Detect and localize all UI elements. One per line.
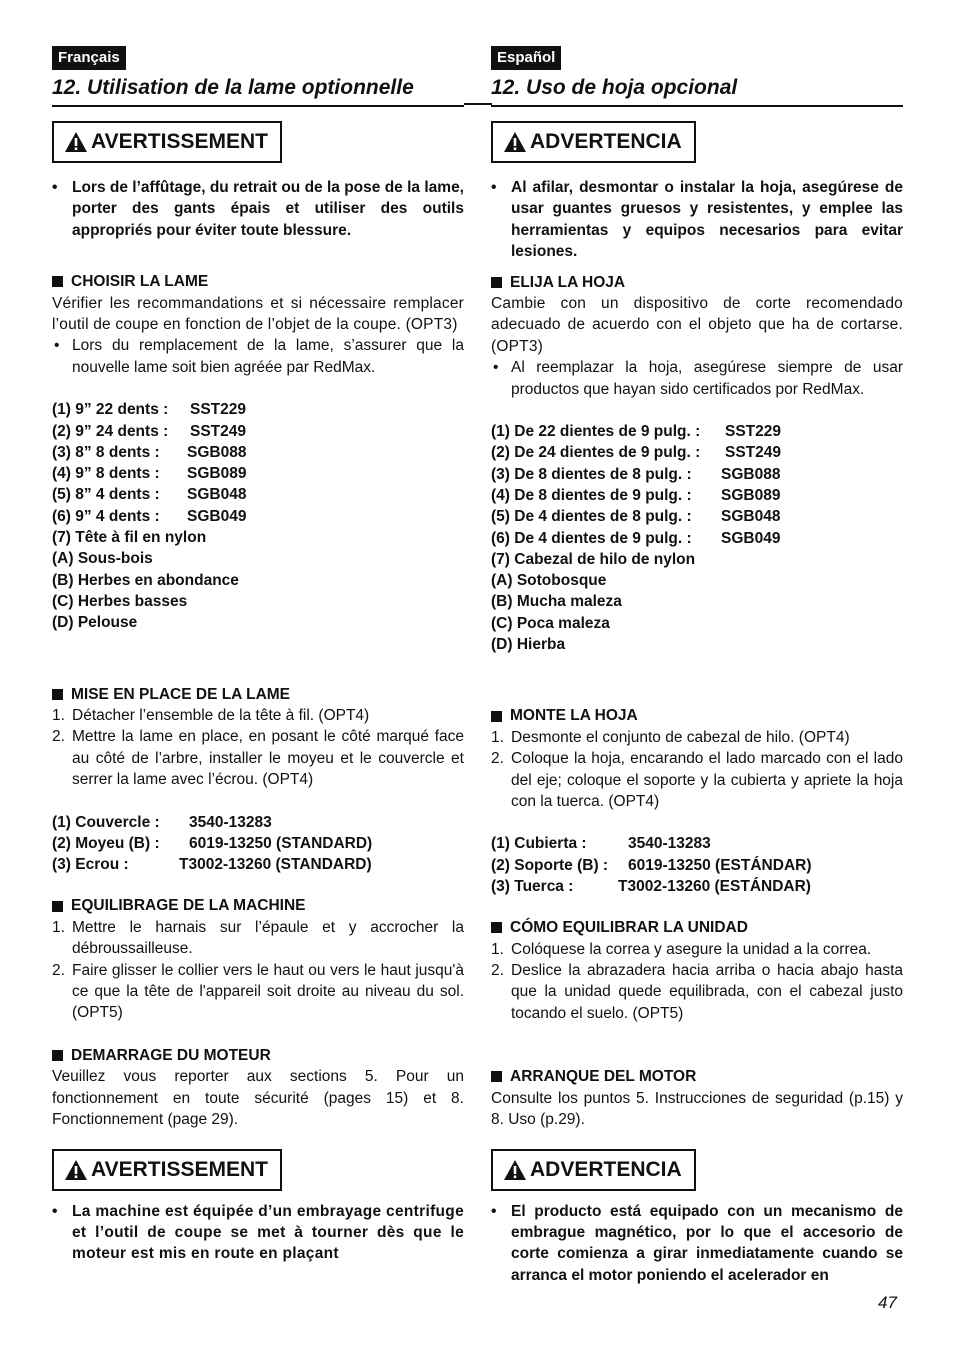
balance-step: 1. Mettre le harnais sur l’épaule et y accrocher la débroussailleuse. [52, 918, 464, 958]
subheading-choose-blade: CHOISIR LA LAME [52, 271, 464, 292]
warning-triangle-icon [503, 1159, 527, 1181]
warning-box-french-2 [52, 1149, 282, 1191]
blade-row: (6) De 4 dientes de 9 pulg. : SGB049 [491, 529, 781, 547]
warning-box-spanish-1 [491, 121, 696, 163]
warning-box-french-1 [52, 121, 282, 163]
mount-steps [491, 727, 903, 813]
warning-text-list [52, 177, 464, 241]
blade-row: (1) 9” 22 dents : SST229 [52, 401, 247, 419]
subheading-balance: CÓMO EQUILIBRAR LA UNIDAD [491, 917, 903, 938]
part-row: (2) Soporte (B) : 6019-13250 (ESTÁNDAR) [491, 856, 812, 874]
blade-row: (7) Cabezal de hilo de nylon [491, 550, 696, 568]
choose-blade-bullet: • Lors du remplacement de la lame, s’assurer que la nouvelle lame soit bien agréée par RedMax. [52, 335, 464, 378]
subheading-mount-blade: MISE EN PLACE DE LA LAME [52, 684, 464, 705]
blade-row: (1) De 22 dientes de 9 pulg. : SST229 [491, 423, 782, 441]
header-rule-join [464, 103, 492, 105]
warning-triangle-icon [503, 131, 527, 153]
choose-blade-bullets [52, 335, 464, 378]
part-row: (3) Ecrou : T3002-13260 (STANDARD) [52, 856, 372, 874]
warning-text-list [52, 1201, 464, 1265]
choose-blade-text: Cambie con un dispositivo de corte recomendado adecuado de acuerdo con el objeto que ha de cortarse. (OPT3) [491, 295, 903, 355]
language-tag-french: Français [52, 46, 126, 70]
section-title-french: 12. Utilisation de la lame optionnelle [52, 76, 464, 107]
blade-row: (7) Tête à fil en nylon [52, 529, 207, 547]
square-bullet-icon [491, 711, 502, 722]
blade-row: (C) Herbes basses [52, 592, 188, 610]
page-number: 47 [878, 1293, 897, 1312]
square-bullet-icon [52, 901, 63, 912]
balance-step: 2. Faire glisser le collier vers le haut ou vers le haut jusqu'à ce que la tête de l'appareil soit droite au niveau du sol. (OPT5) [52, 961, 464, 1022]
mount-step: 1. Desmonte el conjunto de cabezal de hilo. (OPT4) [491, 728, 850, 746]
language-tag-spanish: Español [491, 46, 561, 70]
blade-row: (4) 9” 8 dents : SGB089 [52, 465, 247, 483]
warning-label: ADVERTENCIA [530, 130, 682, 153]
choose-blade-bullets [491, 357, 903, 400]
mount-steps [52, 705, 464, 791]
balance-step: 1. Colóquese la correa y asegure la unidad a la correa. [491, 940, 872, 958]
blade-list-french [52, 399, 464, 633]
warning-text-list [491, 177, 903, 263]
blade-row: (5) De 4 dientes de 8 pulg. : SGB048 [491, 508, 781, 526]
subheading-start-engine: ARRANQUE DEL MOTOR [491, 1066, 903, 1087]
warning-triangle-icon [64, 1159, 88, 1181]
blade-row: (5) 8” 4 dents : SGB048 [52, 486, 247, 504]
mount-step: 2. Mettre la lame en place, en posant le côté marqué face au côté de l’arbre, installer le moyeu et le couvercle et serrer la lame avec l’écrou. (OPT4) [52, 728, 464, 789]
blade-row: (2) 9” 24 dents : SST249 [52, 422, 247, 440]
start-engine-text: Consulte los puntos 5. Instrucciones de seguridad (p.15) y 8. Uso (p.29). [491, 1089, 903, 1129]
part-row: (1) Cubierta : 3540-13283 [491, 835, 711, 853]
start-engine-text: Veuillez vous reporter aux sections 5. Pour un fonctionnement en toute sécurité (pages 15) et 8. Fonctionnement (page 29). [52, 1068, 464, 1129]
parts-list-french [52, 812, 464, 876]
mount-step: 1. Détacher l’ensemble de la tête à fil. (OPT4) [52, 706, 370, 724]
warning-box-spanish-2 [491, 1149, 696, 1191]
warning-label: AVERTISSEMENT [91, 1157, 268, 1181]
part-row: (1) Couvercle : 3540-13283 [52, 813, 272, 831]
subheading-mount-blade: MONTE LA HOJA [491, 705, 903, 726]
blade-row: (2) De 24 dientes de 9 pulg. : SST249 [491, 444, 782, 462]
warning-text-list [491, 1201, 903, 1287]
blade-row: (D) Hierba [491, 636, 566, 654]
subheading-start-engine: DEMARRAGE DU MOTEUR [52, 1045, 464, 1066]
warning-label: ADVERTENCIA [530, 1157, 682, 1181]
blade-list-spanish [491, 421, 903, 655]
warning-triangle-icon [64, 131, 88, 153]
column-spanish [491, 46, 903, 1286]
mount-step: 2. Coloque la hoja, encarando el lado marcado con el lado del eje; coloque el soporte y la cubierta y apriete la hoja con la tuerca. (OPT4) [491, 750, 903, 810]
blade-row: (A) Sous-bois [52, 550, 153, 568]
warning-text: • Lors de l’affûtage, du retrait ou de la pose de la lame, porter des gants épais et utiliser des outils appropriés pour éviter toute blessure. [52, 177, 464, 241]
choose-blade-bullet: • Al reemplazar la hoja, asegúrese siempre de usar productos que hayan sido certificados por RedMax. [491, 357, 903, 400]
warning-text: • La machine est équipée d’un embrayage centrifuge et l’outil de coupe se met à tourner dès que le moteur est mis en route en plaçant [52, 1201, 464, 1265]
blade-row: (D) Pelouse [52, 614, 138, 632]
blade-row: (3) De 8 dientes de 8 pulg. : SGB088 [491, 465, 781, 483]
blade-row: (3) 8” 8 dents : SGB088 [52, 443, 247, 461]
blade-row: (C) Poca maleza [491, 614, 610, 632]
balance-steps [491, 939, 903, 1025]
square-bullet-icon [52, 276, 63, 287]
square-bullet-icon [52, 689, 63, 700]
square-bullet-icon [52, 1050, 63, 1061]
subheading-balance: EQUILIBRAGE DE LA MACHINE [52, 895, 464, 916]
part-row: (2) Moyeu (B) : 6019-13250 (STANDARD) [52, 834, 373, 852]
balance-steps [52, 917, 464, 1024]
warning-text: • Al afilar, desmontar o instalar la hoja, asegúrese de usar guantes gruesos y resistentes, y emplee las herramientas y equipos necesarios para evitar lesiones. [491, 177, 903, 263]
blade-row: (4) De 8 dientes de 9 pulg. : SGB089 [491, 486, 781, 504]
warning-label: AVERTISSEMENT [91, 130, 268, 153]
square-bullet-icon [491, 922, 502, 933]
blade-row: (A) Sotobosque [491, 572, 607, 590]
choose-blade-text: Vérifier les recommandations et si nécessaire remplacer l’outil de coupe en fonction de l’objet de la coupe. (OPT3) [52, 294, 464, 334]
section-title-spanish: 12. Uso de hoja opcional [491, 76, 903, 107]
warning-text: • El producto está equipado con un mecanismo de embrague magnético, por lo que el accesorio de corte comienza a girar inmediatamente cuando se arranca el motor poniendo el acelerador en [491, 1201, 903, 1287]
part-row: (3) Tuerca : T3002-13260 (ESTÁNDAR) [491, 877, 811, 895]
column-french [52, 46, 464, 1265]
balance-step: 2. Deslice la abrazadera hacia arriba o hacia abajo hasta que la unidad quede equilibrada, con el cabezal justo tocando el suelo. (OPT5) [491, 962, 903, 1022]
square-bullet-icon [491, 277, 502, 288]
square-bullet-icon [491, 1071, 502, 1082]
blade-row: (B) Herbes en abondance [52, 571, 239, 589]
subheading-choose-blade: ELIJA LA HOJA [491, 272, 903, 293]
parts-list-spanish [491, 833, 903, 897]
blade-row: (B) Mucha maleza [491, 593, 622, 611]
blade-row: (6) 9” 4 dents : SGB049 [52, 507, 247, 525]
